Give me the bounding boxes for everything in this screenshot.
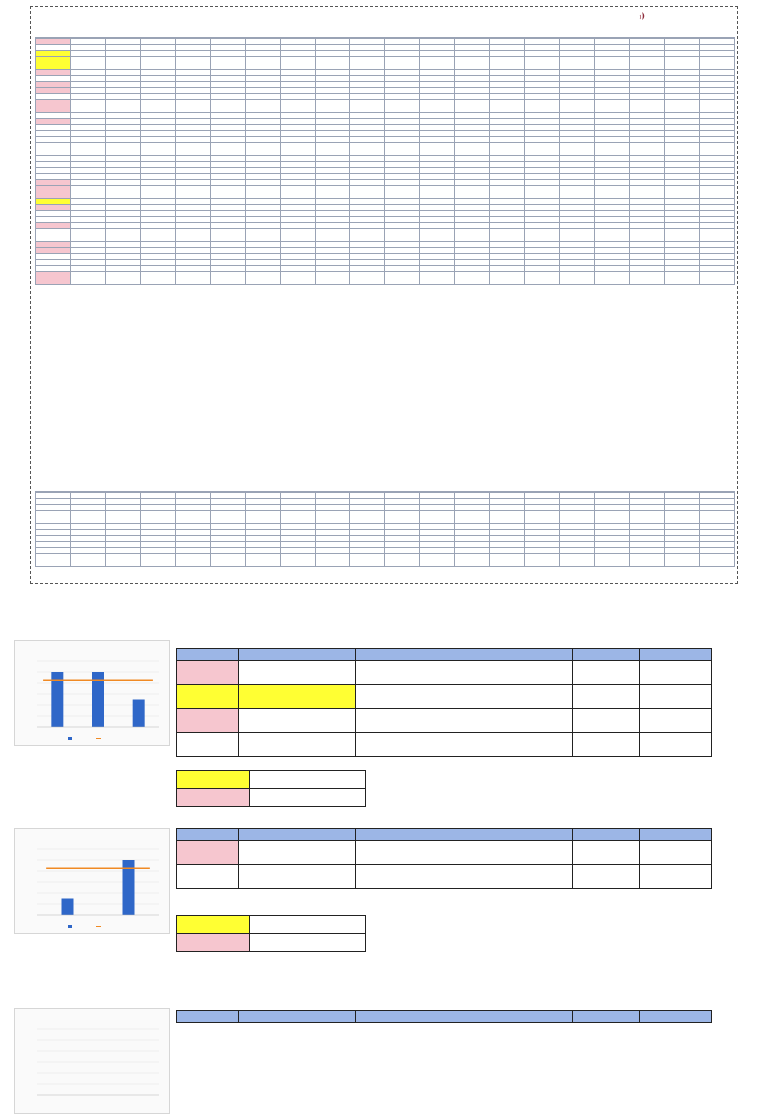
column-header [640,1011,712,1023]
table-cell [573,709,640,733]
table-cell [238,865,355,889]
column-header [355,649,572,661]
table-cell [140,554,175,567]
status-cell [177,709,239,733]
table-cell [420,511,455,524]
table-cell [629,186,664,199]
table-cell [280,143,315,156]
table-cell [699,57,734,70]
table-cell [70,554,105,567]
table-cell [210,186,245,199]
table-cell [355,733,572,757]
table-cell [490,186,525,199]
table-cell [420,229,455,242]
table-cell [640,865,712,889]
table-cell [210,554,245,567]
pa-chart-svg [15,641,169,745]
table-cell [105,511,140,524]
table-cell [664,186,699,199]
legend-swatch [68,925,72,928]
table-cell [629,229,664,242]
table-cell [315,100,350,113]
table-cell [629,100,664,113]
table-row [177,709,712,733]
table-cell [629,143,664,156]
table-cell [105,143,140,156]
table-cell [420,272,455,285]
table-cell [70,143,105,156]
legend-label [250,934,366,952]
column-header [177,1011,239,1023]
legend-row [177,771,366,789]
table-cell [245,100,280,113]
table-cell [560,143,595,156]
table-cell [105,272,140,285]
column-header [355,1011,572,1023]
table-header-row [177,1011,712,1023]
table-cell [573,661,640,685]
table-cell [490,100,525,113]
table-cell [385,57,420,70]
legend-swatch [177,934,250,952]
table-cell [595,57,630,70]
legend-swatch [177,916,250,934]
table-cell [140,272,175,285]
table-cell [595,229,630,242]
table-cell [350,272,385,285]
table-cell [355,841,572,865]
table-cell [629,511,664,524]
table-cell [355,661,572,685]
table-cell [105,100,140,113]
table-cell [238,661,355,685]
table-cell [490,229,525,242]
status-cell [177,865,239,889]
table-cell [210,143,245,156]
status-legend-table [176,770,366,807]
status-cell [177,841,239,865]
table-cell [629,272,664,285]
status-cell [177,661,239,685]
table-cell [175,511,210,524]
legend-swatch [68,737,72,740]
table-cell [175,229,210,242]
table-row [36,511,735,524]
table-cell [455,143,490,156]
table-cell [105,229,140,242]
table-cell [315,272,350,285]
table-cell [455,100,490,113]
table-row [177,841,712,865]
table-cell [210,100,245,113]
table-cell [350,229,385,242]
table-cell [315,143,350,156]
table-cell [490,272,525,285]
table-cell [455,511,490,524]
table-cell [525,100,560,113]
table-cell [280,554,315,567]
table-cell [350,143,385,156]
column-header [238,829,355,841]
table-cell [175,554,210,567]
table-cell [573,733,640,757]
table-cell [420,186,455,199]
status-cell [36,57,71,70]
table-row [177,865,712,889]
table-cell [525,272,560,285]
table-cell [385,100,420,113]
legend-row [177,789,366,807]
bar-mark [62,899,74,916]
pa-chart-svg [15,1009,169,1113]
breakdown-status-table [176,828,712,889]
table-cell [105,186,140,199]
table-cell [664,511,699,524]
table-header-row [177,649,712,661]
column-header [573,829,640,841]
table-cell [560,511,595,524]
table-cell [420,143,455,156]
table-cell [238,685,355,709]
table-cell [238,733,355,757]
table-cell [70,272,105,285]
table-cell [385,554,420,567]
legend-swatch [177,789,250,807]
table-cell [210,511,245,524]
table-cell [525,186,560,199]
column-header [238,1011,355,1023]
table-cell [315,554,350,567]
table-cell [699,143,734,156]
table-row [36,57,735,70]
table-cell [455,57,490,70]
column-header [640,649,712,661]
table-cell [385,143,420,156]
column-header [238,649,355,661]
breakdown-status-table [176,648,712,757]
table-cell [560,272,595,285]
status-cell [36,554,71,567]
status-cell [36,272,71,285]
table-cell [664,554,699,567]
table-row [36,100,735,113]
legend-label [250,916,366,934]
table-cell [210,272,245,285]
daily-report-sheet [30,6,738,584]
table-cell [455,554,490,567]
table-cell [355,685,572,709]
table-cell [140,143,175,156]
table-cell [455,186,490,199]
table-cell [699,554,734,567]
table-cell [385,229,420,242]
table-cell [595,272,630,285]
table-row [177,733,712,757]
table-cell [699,100,734,113]
table-cell [245,143,280,156]
table-cell [280,100,315,113]
status-cell [177,733,239,757]
table-cell [699,511,734,524]
table-cell [664,272,699,285]
table-cell [350,186,385,199]
table-cell [455,272,490,285]
support-unit-table [35,491,735,567]
legend-label [250,771,366,789]
table-cell [355,709,572,733]
breakdown-status-table [176,1010,712,1023]
table-cell [315,186,350,199]
table-cell [315,511,350,524]
table-cell [560,229,595,242]
table-cell [140,511,175,524]
table-cell [70,511,105,524]
table-cell [560,57,595,70]
table-cell [280,229,315,242]
pa-chart-svg [15,829,169,933]
bar-mark [133,700,145,728]
table-header-row [177,829,712,841]
table-cell [629,57,664,70]
status-cell [177,685,239,709]
table-cell [350,554,385,567]
pa-chart-2 [14,828,170,934]
table-cell [664,100,699,113]
table-cell [140,57,175,70]
table-row [36,272,735,285]
pa-chart-1 [14,640,170,746]
legend-label [250,789,366,807]
table-cell [525,143,560,156]
table-cell [140,100,175,113]
table-cell [70,100,105,113]
table-cell [595,511,630,524]
table-cell [490,554,525,567]
table-cell [525,229,560,242]
table-cell [355,865,572,889]
column-header [177,649,239,661]
column-header [573,649,640,661]
table-cell [350,511,385,524]
table-row [36,143,735,156]
status-cell [36,511,71,524]
table-cell [210,229,245,242]
status-cell [36,186,71,199]
table-cell [385,511,420,524]
table-cell [640,709,712,733]
column-header [573,1011,640,1023]
table-row [177,685,712,709]
table-cell [525,554,560,567]
table-cell [105,554,140,567]
table-cell [490,511,525,524]
table-cell [640,685,712,709]
table-cell [560,554,595,567]
status-cell [36,100,71,113]
column-header [355,829,572,841]
table-cell [629,554,664,567]
table-cell [238,841,355,865]
table-cell [175,186,210,199]
table-cell [350,100,385,113]
unit-status-table [35,37,735,285]
table-cell [245,229,280,242]
table-cell [140,186,175,199]
company-logo-icon [637,11,647,21]
table-cell [640,661,712,685]
table-cell [699,272,734,285]
table-cell [573,685,640,709]
table-cell [175,57,210,70]
table-cell [245,272,280,285]
table-cell [280,272,315,285]
table-cell [699,229,734,242]
table-cell [640,733,712,757]
table-cell [280,186,315,199]
table-row [36,229,735,242]
table-cell [245,57,280,70]
table-cell [490,57,525,70]
table-cell [490,143,525,156]
status-cell [36,229,71,242]
table-cell [140,229,175,242]
table-cell [640,841,712,865]
table-cell [560,186,595,199]
table-cell [175,143,210,156]
table-row [177,661,712,685]
table-cell [420,554,455,567]
table-cell [175,272,210,285]
table-cell [699,186,734,199]
table-cell [595,143,630,156]
table-cell [105,57,140,70]
table-cell [315,57,350,70]
status-cell [36,143,71,156]
table-cell [238,709,355,733]
legend-row [177,916,366,934]
table-cell [664,229,699,242]
legend-row [177,934,366,952]
status-legend-table [176,915,366,952]
table-cell [560,100,595,113]
table-cell [525,57,560,70]
table-cell [525,511,560,524]
table-cell [385,272,420,285]
table-cell [245,511,280,524]
table-cell [175,100,210,113]
table-cell [664,57,699,70]
table-cell [245,554,280,567]
table-cell [385,186,420,199]
table-cell [210,57,245,70]
table-cell [420,57,455,70]
table-cell [245,186,280,199]
table-cell [70,229,105,242]
table-cell [280,511,315,524]
legend-swatch [177,771,250,789]
table-cell [573,841,640,865]
table-cell [455,229,490,242]
table-cell [595,186,630,199]
table-cell [573,865,640,889]
table-cell [420,100,455,113]
table-cell [70,57,105,70]
table-row [36,186,735,199]
table-cell [315,229,350,242]
column-header [177,829,239,841]
table-cell [70,186,105,199]
table-cell [595,100,630,113]
table-cell [350,57,385,70]
table-cell [280,57,315,70]
table-cell [595,554,630,567]
table-cell [664,143,699,156]
column-header [640,829,712,841]
table-row [36,554,735,567]
